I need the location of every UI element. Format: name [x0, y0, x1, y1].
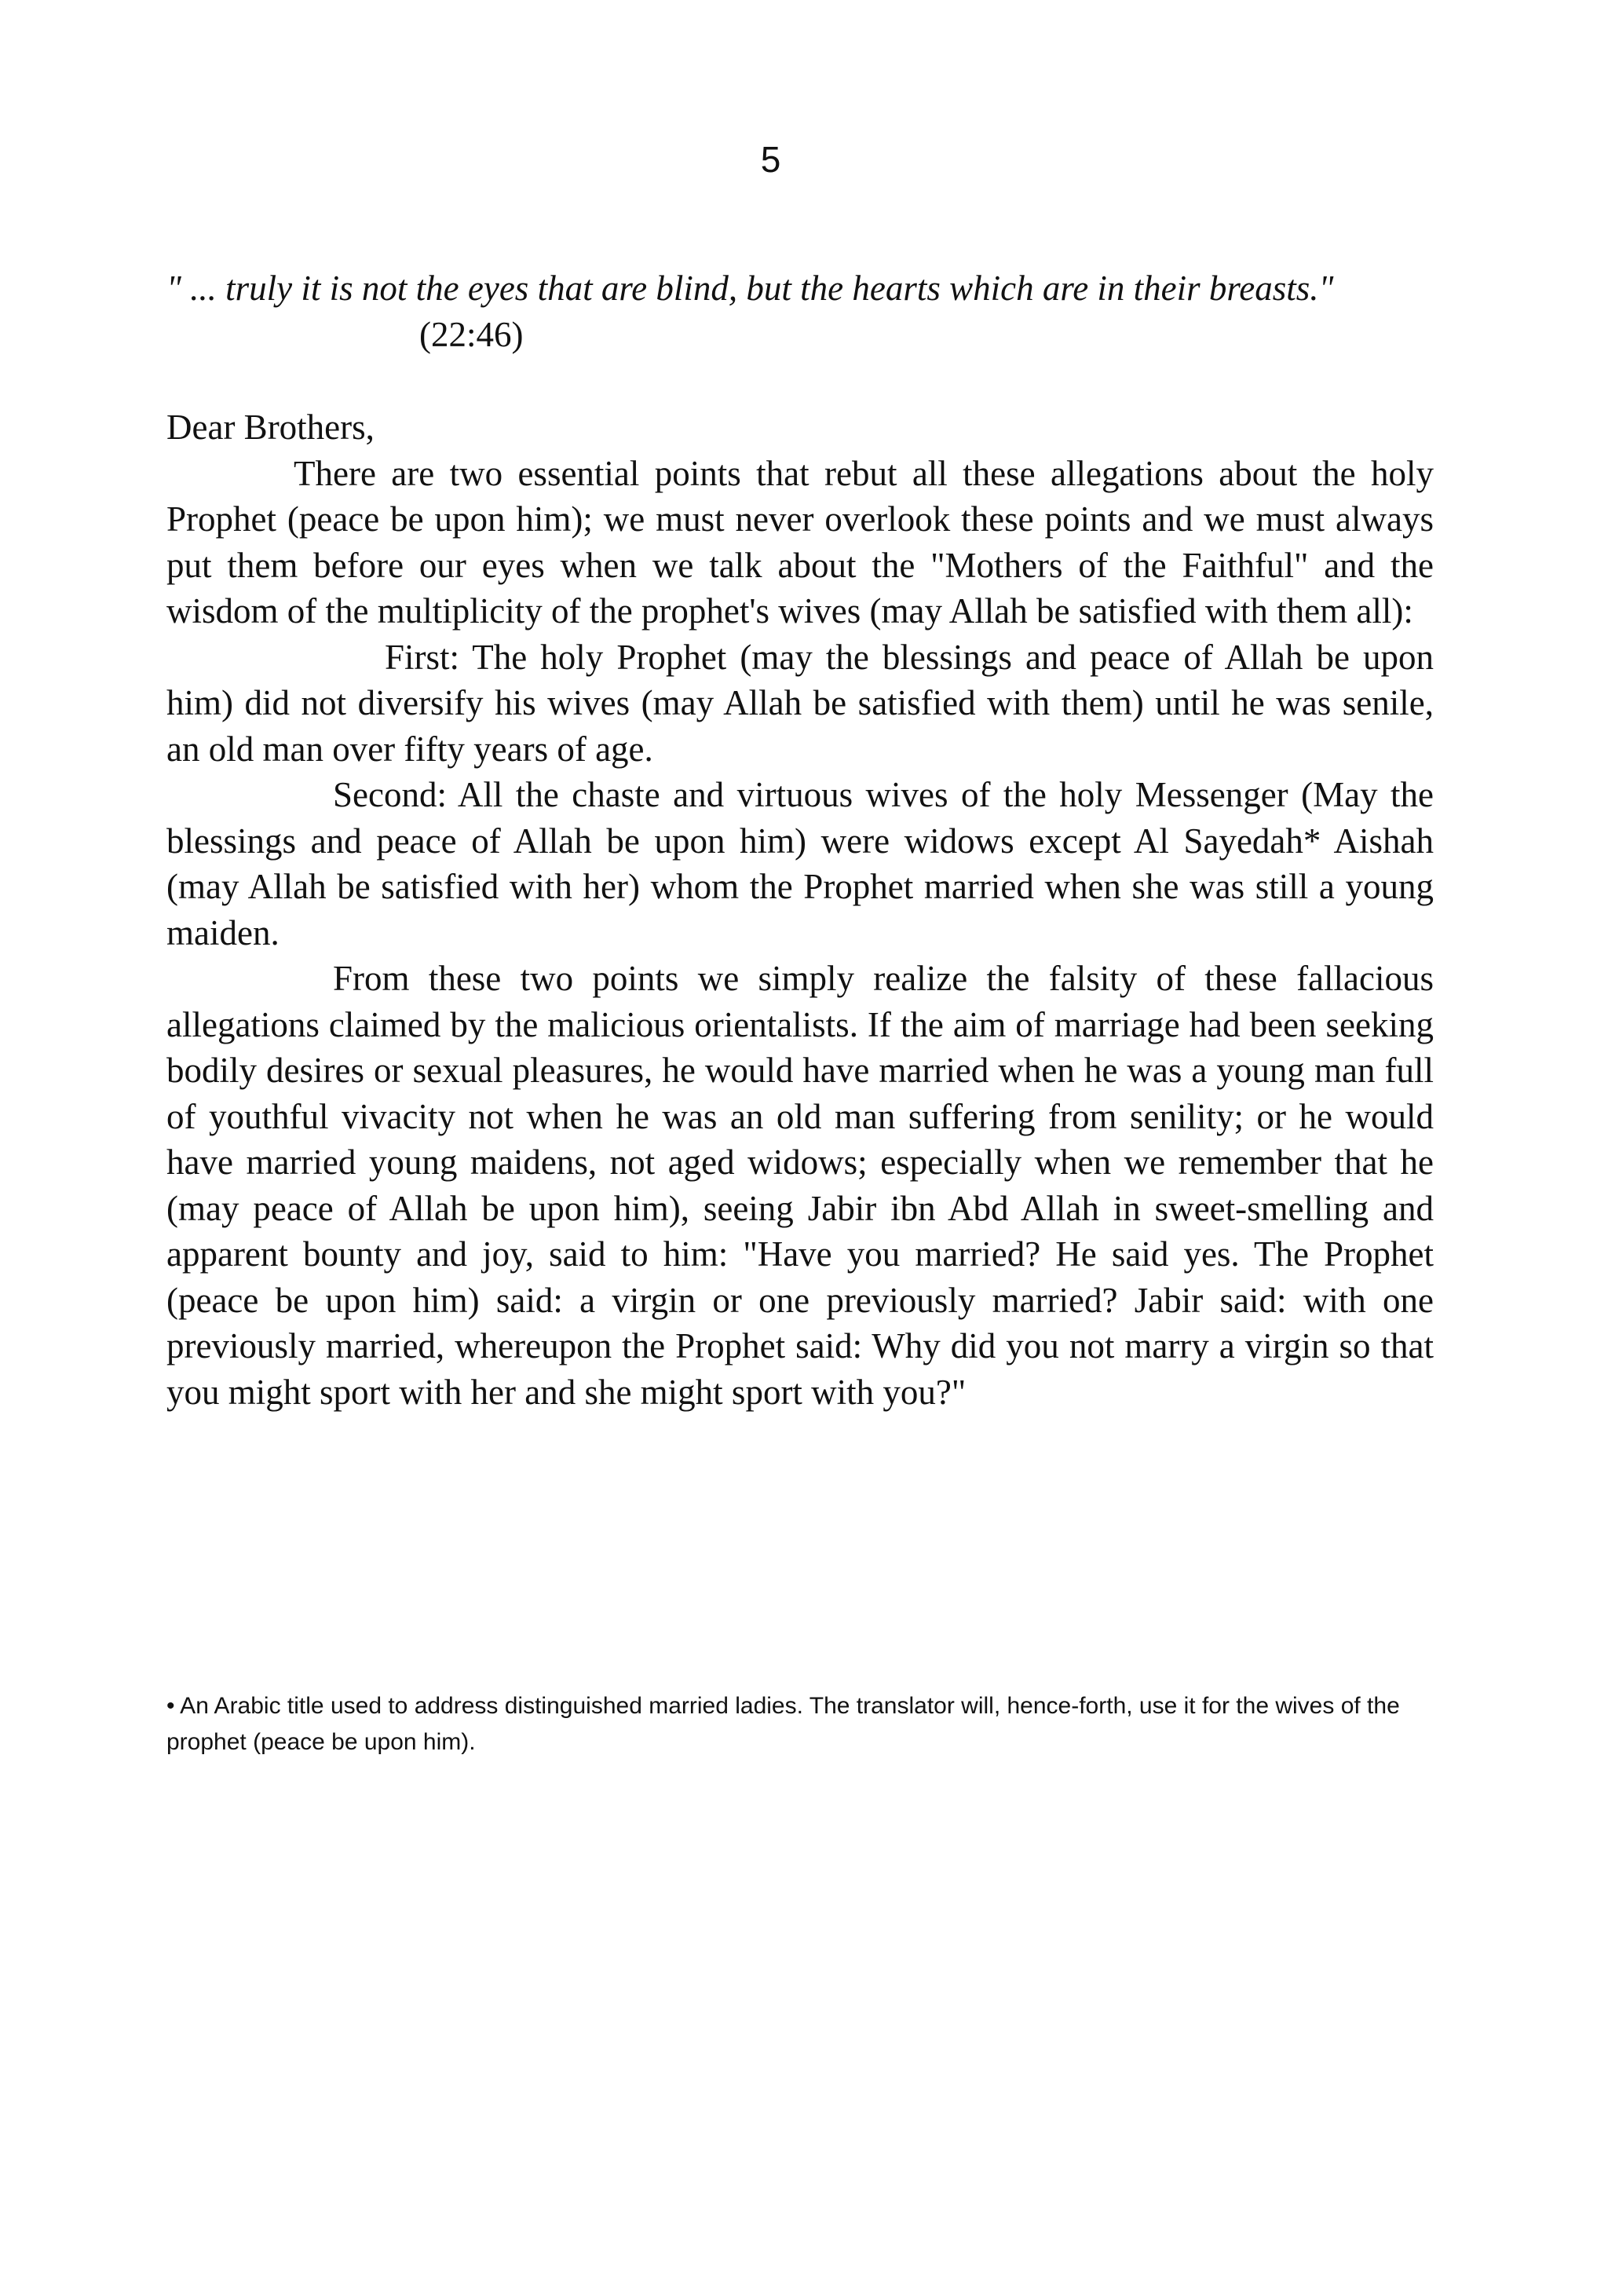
paragraph-conclusion: From these two points we simply realize the falsity of these fallacious allegations claimed by the malicious orientalists. If the aim of marriage had been seeking bodily desires or sexual pleasures, he would have married when he was a young man full of youthful vivacity not when he was an old man suffering from senility; or he would have married young maidens, not aged widows; especially when we remember that he (may peace of Allah be upon him), seeing Jabir ibn Abd Allah in sweet-smelling and apparent bounty and joy, said to him: "Have you married? He said yes. The Prophet (peace be upon him) said: a virgin or one previously married? Jabir said: with one previously married, whereupon the Prophet said: Why did you not marry a virgin so that you might sport with her and she might sport with you?" [166, 959, 1434, 1412]
paragraph-introduction: There are two essential points that rebut all these allegations about the holy Prophet (peace be upon him); we must never overlook these points and we must always put them before our eyes when we talk about the "Mothers of the Faithful" and the wisdom of the multiplicity of the prophet's wives (may Allah be satisfied with them all): [166, 453, 1434, 631]
salutation: Dear Brothers, [166, 408, 375, 447]
page-number: 5 [760, 139, 781, 180]
paragraph-second-point: Second: All the chaste and virtuous wives of the holy Messenger (May the blessings and peace of Allah be upon him) were widows except Al Sayedah* Aishah (may Allah be satisfied with her) whom the Prophet married when she was still a young maiden. [166, 775, 1434, 952]
paragraph-first-point: First: The holy Prophet (may the blessings and peace of Allah be upon him) did not diversify his wives (may Allah be satisfied with them) until he was senile, an old man over fifty years of age. [166, 637, 1434, 769]
page-content [166, 265, 1434, 1415]
epigraph-reference: (22:46) [419, 314, 524, 354]
epigraph-quote: " ... truly it is not the eyes that are blind, but the hearts which are in their breasts." [166, 269, 1334, 308]
footnote: • An Arabic title used to address distinguished married ladies. The translator will, hence-forth, use it for the wives of the prophet (peace be upon him). [166, 1693, 1400, 1755]
